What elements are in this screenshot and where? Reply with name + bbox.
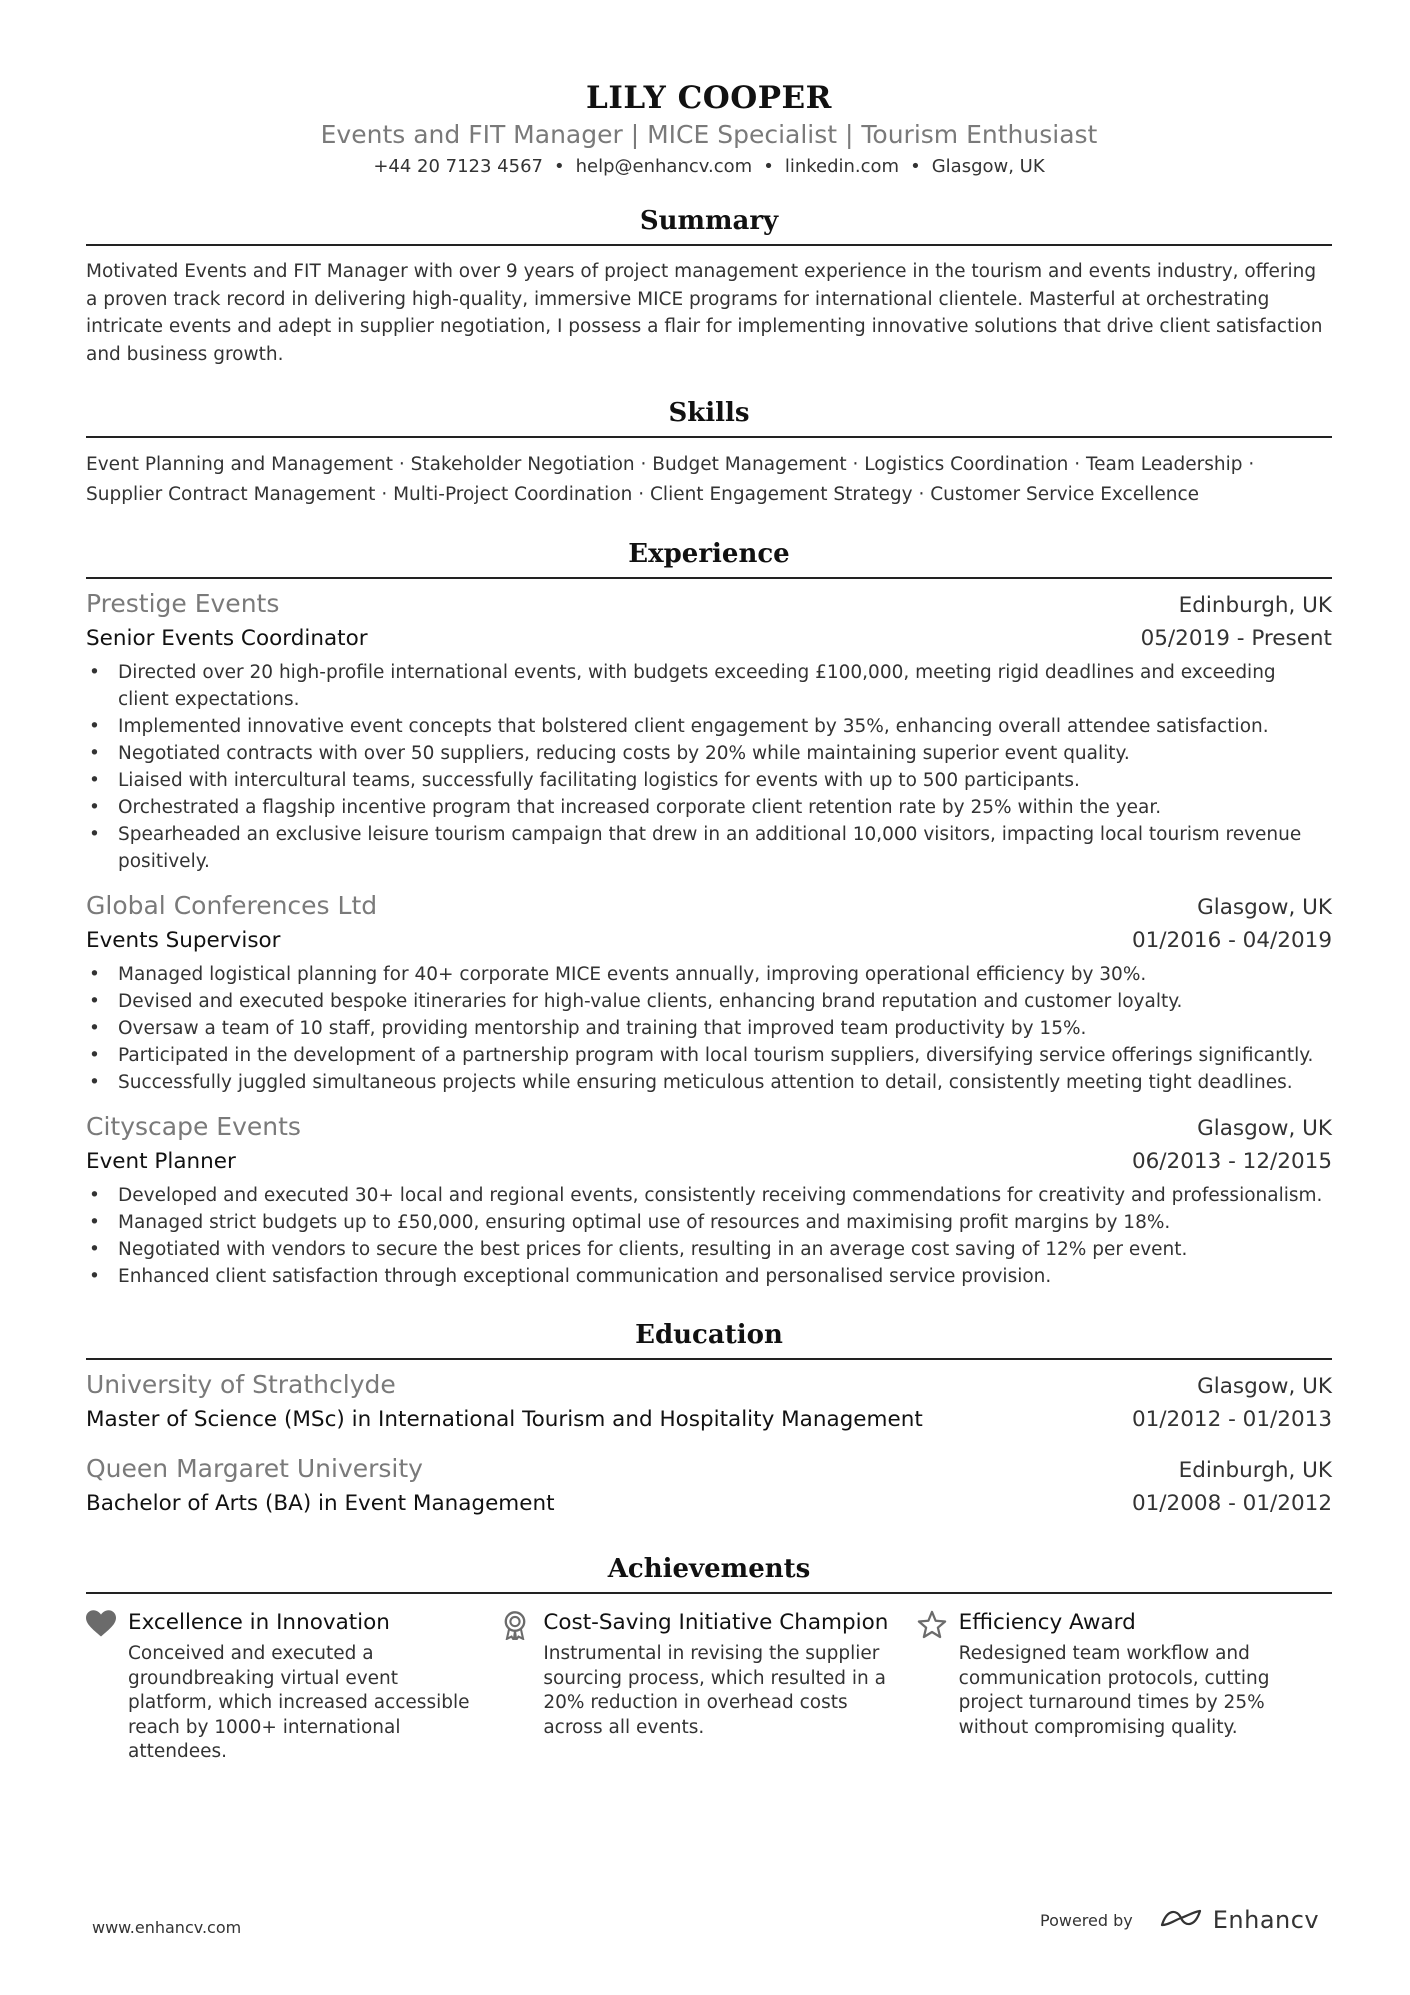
school-name: Queen Margaret University	[86, 1454, 423, 1483]
school-location: Glasgow, UK	[1197, 1374, 1332, 1399]
section-divider	[86, 1358, 1332, 1360]
achievement-title: Cost-Saving Initiative Champion	[543, 1610, 889, 1635]
enhancv-logo-icon	[1159, 1906, 1205, 1934]
list-item: • Managed strict budgets up to £50,000, ensuring optimal use of resources and maximising profit margins by 18%.	[86, 1209, 1332, 1236]
job-location: Glasgow, UK	[1197, 1116, 1332, 1141]
contact-location: Glasgow, UK	[931, 156, 1045, 177]
entry-header-row	[86, 587, 1332, 623]
candidate-tagline: Events and FIT Manager | MICE Specialist | Tourism Enthusiast	[320, 120, 1098, 149]
summary-text: Motivated Events and FIT Manager with over 9 years of project management experience in the tourism and events industry, offering a proven track record in delivering high-quality, immersive MICE programs for international clientele. Masterful at orchestrating intricate events and adept in supplier negotiation, I possess a flair for implementing innovative solutions that drive client satisfaction and business growth.	[86, 261, 1323, 365]
achievement-item	[917, 1608, 1332, 1765]
entry-header-row	[86, 1368, 1332, 1404]
achievement-item	[501, 1608, 916, 1765]
entry-header-row	[86, 1110, 1332, 1146]
company-name: Cityscape Events	[86, 1112, 301, 1141]
contact-email[interactable]: help@enhancv.com	[575, 156, 753, 177]
achievements-section	[86, 1552, 1332, 1765]
achievement-body	[128, 1608, 501, 1765]
section-divider	[86, 436, 1332, 438]
list-item: • Successfully juggled simultaneous projects while ensuring meticulous attention to detail, consistently meeting tight deadlines.	[86, 1069, 1332, 1096]
entry-role-row	[86, 925, 1332, 957]
section-title-summary: Summary	[639, 206, 779, 236]
degree-title: Bachelor of Arts (BA) in Event Management	[86, 1491, 555, 1516]
job-dates: 05/2019 - Present	[1140, 626, 1332, 651]
entry-header-row	[86, 1452, 1332, 1488]
footer-website[interactable]: www.enhancv.com	[92, 1918, 242, 1937]
company-name: Prestige Events	[86, 589, 280, 618]
job-location: Edinburgh, UK	[1178, 593, 1332, 618]
resume-content	[86, 0, 1332, 1765]
list-item: • Enhanced client satisfaction through exceptional communication and personalised service provision.	[86, 1263, 1332, 1290]
job-bullets	[86, 1182, 1332, 1290]
education-section	[86, 1318, 1332, 1520]
job-title: Senior Events Coordinator	[86, 626, 368, 651]
list-item: • Managed logistical planning for 40+ corporate MICE events annually, improving operational efficiency by 30%.	[86, 961, 1332, 988]
achievement-body	[543, 1608, 916, 1765]
job-bullets	[86, 961, 1332, 1096]
list-item: • Spearheaded an exclusive leisure tourism campaign that drew in an additional 10,000 visitors, impacting local tourism revenue positively.	[86, 821, 1332, 875]
job-bullets	[86, 659, 1332, 875]
section-divider	[86, 577, 1332, 579]
job-dates: 06/2013 - 12/2015	[1131, 1149, 1332, 1174]
achievement-body	[959, 1608, 1332, 1765]
job-title: Event Planner	[86, 1149, 236, 1174]
enhancv-brand-name: Enhancv	[1212, 1906, 1320, 1934]
contact-line	[86, 154, 1332, 180]
contact-linkedin[interactable]: linkedin.com	[784, 156, 900, 177]
job-title: Events Supervisor	[86, 928, 281, 953]
section-title-education: Education	[635, 1320, 783, 1350]
school-name: University of Strathclyde	[86, 1370, 396, 1399]
school-location: Edinburgh, UK	[1178, 1458, 1332, 1483]
list-item: • Participated in the development of a partnership program with local tourism suppliers, diversifying service offerings significantly.	[86, 1042, 1332, 1069]
entry-degree-row	[86, 1404, 1332, 1436]
achievement-description: Conceived and executed a groundbreaking virtual event platform, which increased accessible reach by 1000+ international attendees.	[128, 1643, 470, 1762]
resume-header	[86, 0, 1332, 180]
education-entry	[86, 1368, 1332, 1436]
list-item: • Directed over 20 high-profile international events, with budgets exceeding £100,000, meeting rigid deadlines and exceeding client expectations.	[86, 659, 1332, 713]
entry-header-row	[86, 889, 1332, 925]
powered-by-label: Powered by	[1040, 1910, 1133, 1930]
experience-entry	[86, 587, 1332, 875]
degree-dates: 01/2008 - 01/2012	[1131, 1491, 1332, 1516]
section-divider	[86, 244, 1332, 246]
achievement-title: Efficiency Award	[958, 1610, 1136, 1635]
achievement-description: Instrumental in revising the supplier sourcing process, which resulted in a 20% reduction in overhead costs across all events.	[543, 1643, 886, 1738]
contact-separator: •	[910, 156, 921, 177]
list-item: • Devised and executed bespoke itineraries for high-value clients, enhancing brand reputation and customer loyalty.	[86, 988, 1332, 1015]
skills-list: Event Planning and Management · Stakeholder Negotiation · Budget Management · Logistics Coordination · Team Leadership · Supplier Contract Management · Multi-Project Coordination · Client Engagement Strategy · Customer Service Excellence	[86, 454, 1255, 505]
contact-separator: •	[763, 156, 774, 177]
achievements-row	[86, 1608, 1332, 1765]
degree-dates: 01/2012 - 01/2013	[1131, 1407, 1332, 1432]
list-item: • Implemented innovative event concepts that bolstered client engagement by 35%, enhancing overall attendee satisfaction.	[86, 713, 1332, 740]
company-name: Global Conferences Ltd	[86, 891, 378, 920]
achievement-description: Redesigned team workflow and communication protocols, cutting project turnaround times by 25% without compromising quality.	[958, 1643, 1270, 1738]
section-title-achievements: Achievements	[607, 1554, 811, 1584]
achievement-item	[86, 1608, 501, 1765]
entry-role-row	[86, 623, 1332, 655]
summary-section	[86, 204, 1332, 368]
award-medal-icon	[501, 1608, 543, 1765]
achievement-title: Excellence in Innovation	[128, 1610, 390, 1635]
job-dates: 01/2016 - 04/2019	[1131, 928, 1332, 953]
list-item: • Oversaw a team of 10 staff, providing mentorship and training that improved team productivity by 15%.	[86, 1015, 1332, 1042]
star-icon	[917, 1608, 959, 1765]
list-item: • Developed and executed 30+ local and regional events, consistently receiving commendations for creativity and professionalism.	[86, 1182, 1332, 1209]
section-title-experience: Experience	[628, 539, 790, 569]
list-item: • Liaised with intercultural teams, successfully facilitating logistics for events with up to 500 participants.	[86, 767, 1332, 794]
list-item: • Orchestrated a flagship incentive program that increased corporate client retention rate by 25% within the year.	[86, 794, 1332, 821]
footer-branding	[1040, 1906, 1319, 1934]
contact-separator: •	[554, 156, 565, 177]
entry-degree-row	[86, 1488, 1332, 1520]
experience-entry	[86, 1110, 1332, 1290]
degree-title: Master of Science (MSc) in International Tourism and Hospitality Management	[86, 1407, 923, 1432]
experience-section	[86, 537, 1332, 1290]
candidate-name: LILY COOPER	[586, 80, 832, 116]
job-location: Glasgow, UK	[1197, 895, 1332, 920]
heart-icon	[86, 1608, 128, 1765]
list-item: • Negotiated with vendors to secure the best prices for clients, resulting in an average cost saving of 12% per event.	[86, 1236, 1332, 1263]
section-divider	[86, 1592, 1332, 1594]
experience-entry	[86, 889, 1332, 1096]
list-item: • Negotiated contracts with over 50 suppliers, reducing costs by 20% while maintaining superior event quality.	[86, 740, 1332, 767]
contact-phone: +44 20 7123 4567	[373, 156, 543, 177]
skills-section	[86, 396, 1332, 509]
section-title-skills: Skills	[668, 398, 750, 428]
entry-role-row	[86, 1146, 1332, 1178]
education-entry	[86, 1452, 1332, 1520]
